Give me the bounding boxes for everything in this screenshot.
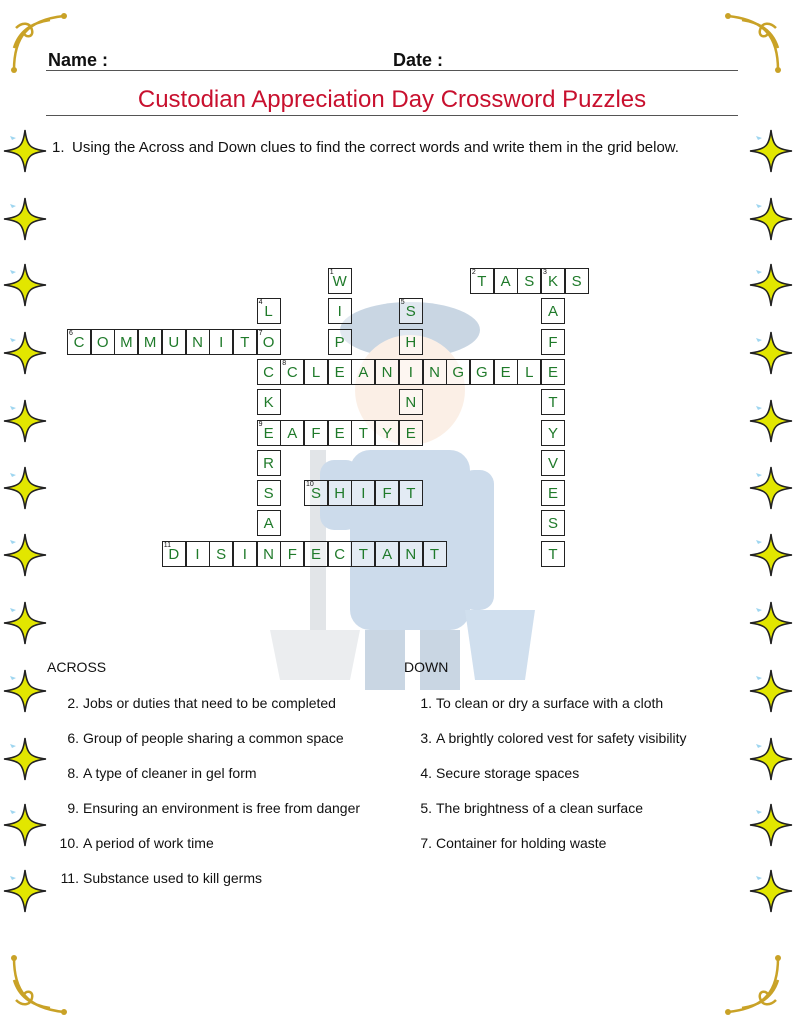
grid-cell[interactable] [304,359,328,385]
cell-answer-letter: E [263,424,274,442]
across-clue [47,728,377,748]
grid-cell[interactable] [541,389,565,415]
cell-answer-letter: S [216,545,227,563]
cell-answer-letter: A [287,424,298,442]
grid-cell[interactable] [399,480,423,506]
cell-answer-letter: A [547,303,558,321]
grid-cell[interactable] [541,268,565,294]
cell-answer-letter: N [263,545,275,563]
grid-cell[interactable] [399,329,423,355]
grid-cell[interactable] [304,541,328,567]
grid-cell[interactable] [233,541,257,567]
grid-cell[interactable] [186,541,210,567]
grid-cell[interactable] [257,329,281,355]
across-clue-list [47,693,377,903]
grid-cell[interactable] [541,420,565,446]
grid-cell[interactable] [257,389,281,415]
clue-text: Container for holding waste [436,835,607,851]
cell-clue-number: 6 [69,329,73,337]
clue-number: 3. [420,730,432,746]
grid-cell[interactable] [257,420,281,446]
grid-cell[interactable] [541,298,565,324]
clue-text: Substance used to kill germs [83,870,262,886]
clue-number: 4. [420,765,432,781]
cell-answer-letter: D [168,545,180,563]
cell-answer-letter: T [548,394,558,412]
cell-clue-number: 4 [258,299,263,307]
instruction-number: 1. [52,139,65,156]
grid-cell[interactable] [67,329,91,355]
cell-answer-letter: F [287,545,297,563]
instruction-text: Using the Across and Down clues to find the correct words and write them in the grid below. [72,139,679,156]
cell-clue-number: 9 [258,420,263,428]
cell-answer-letter: T [240,333,250,351]
grid-cell[interactable] [423,541,447,567]
grid-cell[interactable] [423,359,447,385]
grid-cell[interactable] [446,359,470,385]
cell-answer-letter: N [405,394,417,412]
clue-number: 7. [420,835,432,851]
grid-cell[interactable] [351,480,375,506]
cell-answer-letter: F [548,333,558,351]
cell-clue-number: 2 [471,269,476,276]
cell-clue-number: 1 [329,269,334,276]
grid-cell[interactable] [565,268,589,294]
cell-answer-letter: S [405,303,416,321]
grid-cell[interactable] [375,480,399,506]
grid-cell[interactable] [304,480,328,506]
cell-answer-letter: T [429,545,440,563]
grid-cell[interactable] [351,541,375,567]
clue-text: The brightness of a clean surface [436,800,644,816]
grid-cell[interactable] [541,450,565,476]
clue-number: 5. [420,800,432,816]
grid-cell[interactable] [233,329,257,355]
cell-answer-letter: E [547,363,558,381]
grid-cell[interactable] [280,541,304,567]
clue-text: A type of cleaner in gel form [83,765,257,781]
grid-cell[interactable] [91,329,115,355]
cell-answer-letter: E [547,485,558,503]
grid-cell[interactable] [470,359,494,385]
cell-answer-letter: T [358,424,368,442]
cell-answer-letter: Y [382,424,393,442]
across-heading: ACROSS [47,659,107,675]
down-heading: DOWN [404,659,449,675]
grid-cell[interactable] [257,359,281,385]
cell-answer-letter: C [263,363,275,381]
grid-cell[interactable] [328,359,352,385]
cell-answer-letter: M [143,333,157,351]
cell-answer-letter: A [382,545,393,563]
across-clue [47,798,377,818]
cell-answer-letter: G [476,363,488,381]
across-clue [47,833,377,853]
cell-answer-letter: H [405,333,417,351]
cell-answer-letter: E [310,545,321,563]
cell-answer-letter: O [262,333,275,351]
grid-cell[interactable] [328,268,352,294]
page-title: Custodian Appreciation Day Crossword Puzzles [137,86,647,113]
grid-cell[interactable] [257,298,281,324]
grid-cell[interactable] [209,541,233,567]
cell-answer-letter: S [524,273,535,290]
cell-answer-letter: S [310,485,321,503]
cell-clue-number: 7 [258,329,263,337]
cell-answer-letter: C [286,363,298,381]
cell-answer-letter: I [408,363,413,381]
cell-answer-letter: Y [547,424,558,442]
grid-cell[interactable] [541,510,565,536]
grid-cell[interactable] [375,541,399,567]
cell-answer-letter: I [242,545,247,563]
cell-answer-letter: V [547,454,558,472]
cell-answer-letter: E [334,363,345,381]
grid-cell[interactable] [328,329,352,355]
cell-answer-letter: N [405,545,417,563]
grid-cell[interactable] [375,420,399,446]
clue-text: Ensuring an environment is free from danger [83,800,361,816]
cell-answer-letter: U [168,333,180,351]
grid-cell[interactable] [470,268,494,294]
clue-text: Secure storage spaces [436,765,580,781]
grid-cell[interactable] [351,359,375,385]
grid-cell[interactable] [209,329,233,355]
grid-cell[interactable] [399,359,423,385]
grid-cell[interactable] [257,541,281,567]
cell-answer-letter: N [381,363,393,381]
grid-cell[interactable] [541,480,565,506]
cell-answer-letter: L [525,363,534,381]
down-clue [400,833,740,853]
grid-cell[interactable] [257,450,281,476]
cell-answer-letter: E [405,424,416,442]
cell-answer-letter: I [219,333,224,351]
cell-answer-letter: I [361,485,366,503]
across-clue [47,693,377,713]
down-clue [400,693,740,713]
grid-cell[interactable] [399,541,423,567]
cell-answer-letter: T [477,273,487,290]
across-clue [47,763,377,783]
grid-cell[interactable] [162,329,186,355]
clue-number: 2. [67,695,79,711]
clue-number: 11. [60,870,79,886]
cell-answer-letter: K [547,273,558,290]
cell-clue-number: 3 [543,269,547,276]
clue-number: 6. [67,730,79,746]
cell-answer-letter: S [263,485,274,503]
cell-answer-letter: I [337,303,342,321]
grid-cell[interactable] [541,541,565,567]
cell-answer-letter: T [358,545,368,563]
cell-answer-letter: F [311,424,321,442]
grid-cell[interactable] [399,389,423,415]
cell-clue-number: 11 [163,541,172,549]
clue-text: To clean or dry a surface with a cloth [436,695,664,711]
cell-clue-number: 8 [282,359,287,367]
grid-cell[interactable] [541,329,565,355]
grid-cell[interactable] [328,420,352,446]
clue-text: A period of work time [83,835,214,851]
grid-cell[interactable] [517,359,541,385]
cell-answer-letter: R [263,454,275,472]
grid-cell[interactable] [399,298,423,324]
cell-answer-letter: E [334,424,345,442]
grid-cell[interactable] [280,420,304,446]
clue-number: 8. [67,765,79,781]
grid-cell[interactable] [351,420,375,446]
cell-answer-letter: I [195,545,200,563]
cell-answer-letter: T [406,485,416,503]
cell-answer-letter: A [358,363,369,381]
cell-answer-letter: N [192,333,203,351]
clue-number: 9. [67,800,79,816]
cell-answer-letter: S [571,273,582,290]
grid-cell[interactable] [328,541,352,567]
cell-clue-number: 10 [306,481,314,489]
grid-cell[interactable] [138,329,162,355]
grid-cell[interactable] [494,268,518,294]
name-label: Name : [48,50,109,70]
cell-answer-letter: O [96,333,109,351]
cell-answer-letter: L [264,303,273,321]
cell-answer-letter: F [382,485,392,503]
cell-answer-letter: N [429,363,440,381]
down-clue [400,728,740,748]
cell-answer-letter: C [73,333,85,351]
cell-answer-letter: S [547,515,558,533]
clue-text: A brightly colored vest for safety visibility [436,730,687,746]
grid-cell[interactable] [399,420,423,446]
grid-cell[interactable] [517,268,541,294]
clue-number: 1. [420,695,432,711]
cell-answer-letter: K [263,394,274,412]
cell-answer-letter: H [334,485,346,503]
cell-answer-letter: A [263,515,274,533]
grid-cell[interactable] [494,359,518,385]
grid-cell[interactable] [328,298,352,324]
cell-answer-letter: A [500,273,511,290]
clue-text: Group of people sharing a common space [83,730,344,746]
down-clue [400,763,740,783]
grid-cell[interactable] [257,510,281,536]
down-clue [400,798,740,818]
grid-cell[interactable] [375,359,399,385]
grid-cell[interactable] [257,480,281,506]
grid-cell[interactable] [328,480,352,506]
down-clue-list [400,693,740,868]
cell-answer-letter: G [452,363,465,381]
cell-clue-number: 5 [400,299,405,307]
grid-cell[interactable] [541,359,565,385]
cell-answer-letter: W [332,273,347,290]
grid-cell[interactable] [304,420,328,446]
grid-cell[interactable] [114,329,138,355]
cell-answer-letter: P [334,333,345,351]
clue-text: Jobs or duties that need to be completed [83,695,336,711]
cell-answer-letter: L [311,363,321,381]
date-label: Date : [393,50,444,70]
clue-number: 10. [59,835,79,851]
cell-answer-letter: M [120,333,133,351]
grid-cell[interactable] [186,329,210,355]
grid-cell[interactable] [162,541,186,567]
grid-cell[interactable] [280,359,304,385]
cell-answer-letter: E [500,363,511,381]
cell-answer-letter: C [334,545,346,563]
across-clue [47,868,377,888]
cell-answer-letter: T [548,545,558,563]
